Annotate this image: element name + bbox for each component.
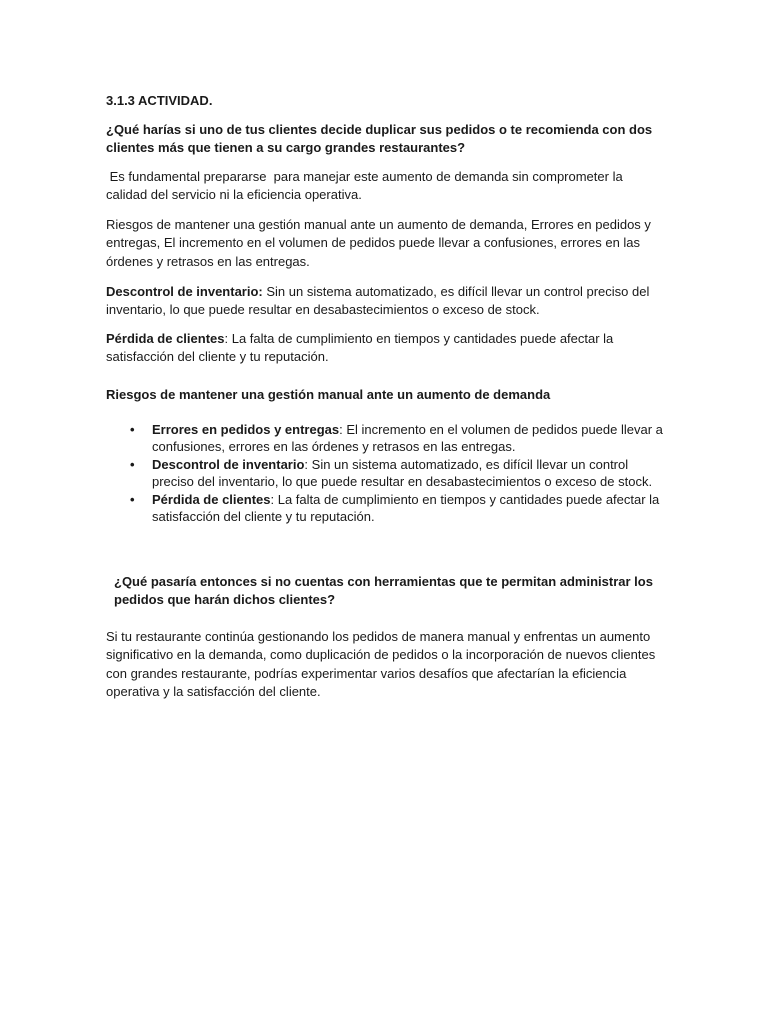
- question-1: ¿Qué harías si uno de tus clientes decide duplicar sus pedidos o te recomienda con dos clientes más que tienen a su cargo grandes restaurantes?: [106, 122, 653, 156]
- bullet-icon: •: [130, 456, 135, 472]
- risk-item-label: Descontrol de inventario: [152, 456, 305, 472]
- question-2: ¿Qué pasaría entonces si no cuentas con herramientas que te permitan administrar los pedidos que harán dichos clientes?: [114, 574, 653, 608]
- descontrol-paragraph: [106, 283, 666, 320]
- list-item: [106, 491, 666, 526]
- risk-item-text: : El incremento en el volumen de pedidos puede llevar a confusiones, errores en las órdenes y retrasos en las entregas.: [152, 422, 663, 455]
- descontrol-label: Descontrol de inventario:: [106, 284, 263, 299]
- final-paragraph: Si tu restaurante continúa gestionando los pedidos de manera manual y enfrentas un aumento significativo en la demanda, como duplicación de pedidos o la incorporación de nuevos clientes con grandes restaurante, podrías experimentar varios desafíos que afectarían la eficiencia operativa y la satisfacción del cliente.: [106, 629, 656, 700]
- bullet-icon: •: [130, 422, 135, 437]
- bullet-icon: •: [130, 491, 135, 507]
- risk-item-text: : La falta de cumplimiento en tiempos y cantidades puede afectar la satisfacción del cliente y tu reputación.: [152, 491, 660, 525]
- risk-list: [106, 421, 666, 525]
- intro-text: Es fundamental prepararse para manejar este aumento de demanda sin comprometer la calidad del servicio ni la eficiencia operativa.: [106, 169, 627, 203]
- risk-item-label: Pérdida de clientes: [152, 491, 271, 507]
- riesgos-paragraph: Riesgos de mantener una gestión manual ante un aumento de demanda, Errores en pedidos y entregas, El incremento en el volumen de pedidos puede llevar a confusiones, errores en las órdenes y retrasos en las entregas.: [106, 217, 651, 269]
- perdida-paragraph: [106, 330, 666, 367]
- intro-paragraph: [106, 168, 666, 205]
- section-heading: 3.1.3 ACTIVIDAD.: [106, 93, 213, 108]
- perdida-text: : La falta de cumplimiento en tiempos y cantidades puede afectar la satisfacción del cliente y tu reputación.: [106, 331, 614, 365]
- list-item: [106, 421, 666, 456]
- perdida-label: Pérdida de clientes: [106, 331, 225, 346]
- risk-item-text: : Sin un sistema automatizado, es difícil llevar un control preciso del inventario, lo que puede resultar en desabastecimientos o exceso de stock.: [152, 456, 653, 490]
- risk-item-label: Errores en pedidos y entregas: [152, 422, 340, 437]
- riesgos-heading: Riesgos de mantener una gestión manual ante un aumento de demanda: [106, 387, 551, 402]
- list-item: [106, 456, 666, 491]
- descontrol-text: Sin un sistema automatizado, es difícil llevar un control preciso del inventario, lo que puede resultar en desabastecimientos o exceso de stock.: [106, 284, 650, 318]
